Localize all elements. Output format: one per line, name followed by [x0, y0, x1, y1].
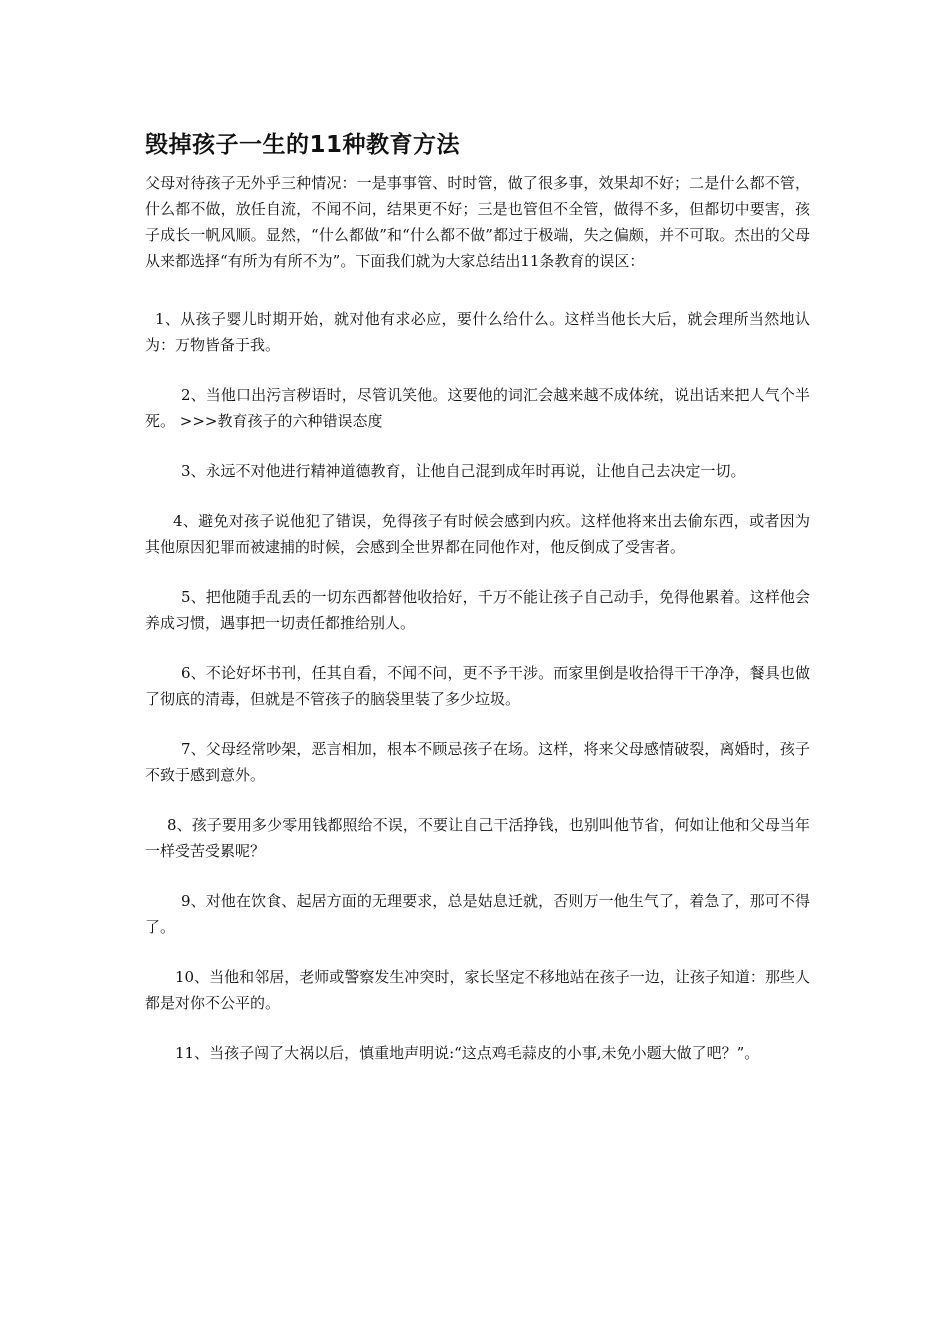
- list-item-8: 8、孩子要用多少零用钱都照给不误，不要让自己干活挣钱，也别叫他节省，何如让他和父母当年一样受苦受累呢？: [145, 816, 810, 860]
- document-title: 毁掉孩子一生的11种教育方法: [145, 132, 461, 158]
- paragraph-gap: [145, 560, 810, 584]
- paragraph-gap: [145, 358, 810, 382]
- list-item-4: 4、避免对孩子说他犯了错误，免得孩子有时候会感到内疚。这样他将来出去偷东西，或者因为其他原因犯罪而被逮捕的时候，会感到全世界都在同他作对，他反倒成了受害者。: [145, 512, 810, 556]
- paragraph-gap: [145, 1016, 810, 1040]
- paragraph-gap: [145, 864, 810, 888]
- paragraph-gap: [145, 788, 810, 812]
- paragraph-gap: [145, 712, 810, 736]
- intro-paragraph: 父母对待孩子无外乎三种情况：一是事事管、时时管，做了很多事，效果却不好；二是什么都不管，什么都不做，放任自流，不闻不问，结果更不好；三是也管但不全管，做得不多，但都切中要害，孩子成长一帆风顺。显然，“什么都做”和“什么都不做”都过于极端，失之偏颇，并不可取。杰出的父母从来都选择“有所为有所不为”。下面我们就为大家总结出11条教育的误区：: [145, 174, 810, 270]
- list-item-3: 3、永远不对他进行精神道德教育，让他自己混到成年时再说，让他自己去决定一切。: [181, 462, 746, 480]
- paragraph-gap: [145, 484, 810, 508]
- list-item-11: 11、当孩子闯了大祸以后，慎重地声明说:“这点鸡毛蒜皮的小事,未免小题大做了吧？”。: [175, 1044, 760, 1062]
- list-item-7: 7、父母经常吵架，恶言相加，根本不顾忌孩子在场。这样，将来父母感情破裂，离婚时，孩子不致于感到意外。: [145, 740, 810, 784]
- list-item-5: 5、把他随手乱丢的一切东西都替他收拾好，千万不能让孩子自己动手，免得他累着。这样他会养成习惯，遇事把一切责任都推给别人。: [145, 588, 810, 632]
- list-item-6: 6、不论好坏书刊，任其自看，不闻不问，更不予干涉。而家里倒是收拾得干干净净，餐具也做了彻底的清毒，但就是不管孩子的脑袋里装了多少垃圾。: [145, 664, 810, 708]
- related-article-link[interactable]: >>>教育孩子的六种错误态度: [179, 412, 383, 430]
- list-item-10: 10、当他和邻居，老师或警察发生冲突时，家长坚定不移地站在孩子一边，让孩子知道：那些人都是对你不公平的。: [145, 968, 810, 1012]
- list-item-2: [145, 382, 810, 434]
- paragraph-gap: [145, 434, 810, 458]
- paragraph-gap: [145, 636, 810, 660]
- list-item-2-text: 2、当他口出污言秽语时，尽管讥笑他。这要他的词汇会越来越不成体统，说出话来把人气个半死。: [145, 386, 810, 430]
- document-page: [145, 128, 810, 1066]
- list-item-1: 1、从孩子婴儿时期开始，就对他有求必应，要什么给什么。这样当他长大后，就会理所当然地认为：万物皆备于我。: [145, 310, 810, 354]
- paragraph-gap: [145, 940, 810, 964]
- list-item-9: 9、对他在饮食、起居方面的无理要求，总是姑息迁就，否则万一他生气了，着急了，那可不得了。: [145, 892, 810, 936]
